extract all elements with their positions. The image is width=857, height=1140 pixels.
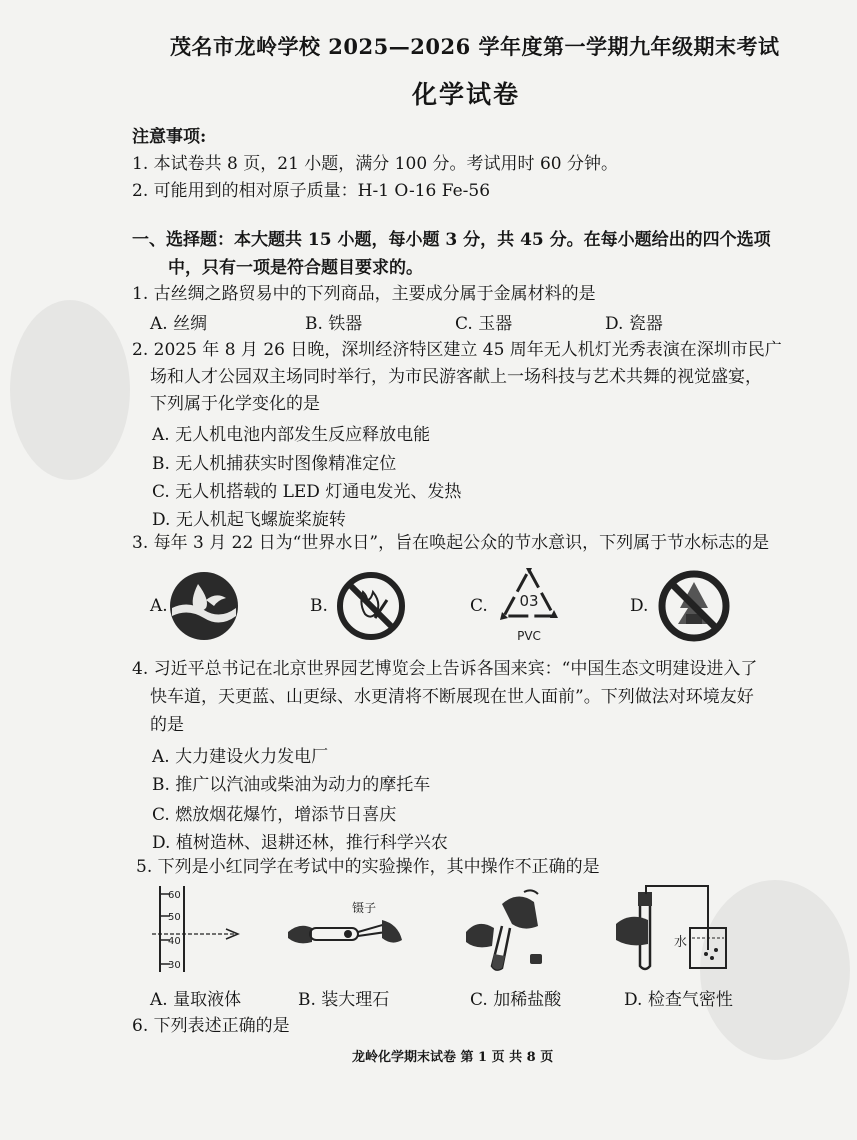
adding-acid-figure [462,888,562,976]
question-6-stem: 6. 下列表述正确的是 [132,1016,290,1036]
question-2-stem-cont: 下列属于化学变化的是 [150,394,320,414]
q2-option-a[interactable]: A. 无人机电池内部发生反应释放电能 [152,425,431,445]
no-fire-icon [335,570,407,642]
water-saving-icon [168,570,240,642]
question-3-stem: 3. 每年 3 月 22 日为“世界水日”，旨在唤起公众的节水意识，下列属于节水标志的是 [132,533,770,553]
scan-smudge [10,300,130,480]
section-heading-cont: 中，只有一项是符合题目要求的。 [168,258,423,278]
q4-option-d[interactable]: D. 植树造林、退耕还林，推行科学兴农 [152,833,448,853]
question-2-stem-cont: 场和人才公园双主场同时举行，为市民游客献上一场科技与艺术共舞的视觉盛宴， [150,367,762,387]
q2-option-c[interactable]: C. 无人机搭载的 LED 灯通电发光、发热 [152,482,462,502]
q3-option-d[interactable]: D. [630,596,649,616]
section-heading: 一、选择题：本大题共 15 小题，每小题 3 分，共 45 分。在每小题给出的四个选项 [132,230,771,250]
q5-option-d[interactable]: D. 检查气密性 [624,990,733,1010]
no-logging-icon [656,568,732,644]
airtightness-figure [612,884,732,976]
q3-option-a[interactable]: A. [150,596,168,616]
tick-label: 60 [168,890,181,901]
graduated-cylinder-figure [148,884,248,976]
exam-title: 茂名市龙岭学校 2025—2026 学年度第一学期九年级期末考试 [170,34,780,59]
q3-option-c[interactable]: C. [470,596,488,616]
tick-label: 50 [168,912,181,923]
question-5-stem: 5. 下列是小红同学在考试中的实验操作，其中操作不正确的是 [136,857,600,877]
exam-subtitle: 化学试卷 [412,80,521,109]
question-4-stem-cont: 快车道，天更蓝、山更绿、水更清将不断展现在世人面前”。下列做法对环境友好 [150,687,754,707]
tick-label: 40 [168,936,181,947]
q5-option-c[interactable]: C. 加稀盐酸 [470,990,562,1010]
q4-option-a[interactable]: A. 大力建设火力发电厂 [152,747,329,767]
tick-label: 30 [168,960,181,971]
question-1-stem: 1. 古丝绸之路贸易中的下列商品，主要成分属于金属材料的是 [132,284,596,304]
tweezers-figure [282,898,412,962]
recycle-icon [492,564,566,648]
q1-option-a[interactable]: A. 丝绸 [150,314,208,334]
q1-option-c[interactable]: C. 玉器 [455,314,513,334]
question-4-stem: 4. 习近平总书记在北京世界园艺博览会上告诉各国来宾：“中国生态文明建设进入了 [132,659,758,679]
q1-option-b[interactable]: B. 铁器 [305,314,363,334]
q4-option-b[interactable]: B. 推广以汽油或柴油为动力的摩托车 [152,775,431,795]
page-footer: 龙岭化学期末试卷 第 1 页 共 8 页 [352,1050,554,1065]
question-4-stem-cont: 的是 [150,715,184,735]
notes-heading: 注意事项: [132,127,207,147]
recycle-number: 03 [519,592,539,610]
notes-item: 2. 可能用到的相对原子质量：H-1 O-16 Fe-56 [132,181,491,201]
notes-item: 1. 本试卷共 8 页，21 小题，满分 100 分。考试用时 60 分钟。 [132,154,618,174]
q2-option-b[interactable]: B. 无人机捕获实时图像精准定位 [152,454,397,474]
recycle-label: PVC [517,629,541,643]
q2-option-d[interactable]: D. 无人机起飞螺旋桨旋转 [152,510,346,530]
q5-option-b[interactable]: B. 装大理石 [298,990,390,1010]
question-2-stem: 2. 2025 年 8 月 26 日晚，深圳经济特区建立 45 周年无人机灯光秀表演在深圳市民广 [132,340,782,360]
water-label: 水 [674,935,688,950]
q3-option-b[interactable]: B. [310,596,328,616]
q4-option-c[interactable]: C. 燃放烟花爆竹，增添节日喜庆 [152,805,397,825]
q5-option-a[interactable]: A. 量取液体 [150,990,242,1010]
tweezer-label: 镊子 [352,901,377,915]
q1-option-d[interactable]: D. 瓷器 [605,314,663,334]
